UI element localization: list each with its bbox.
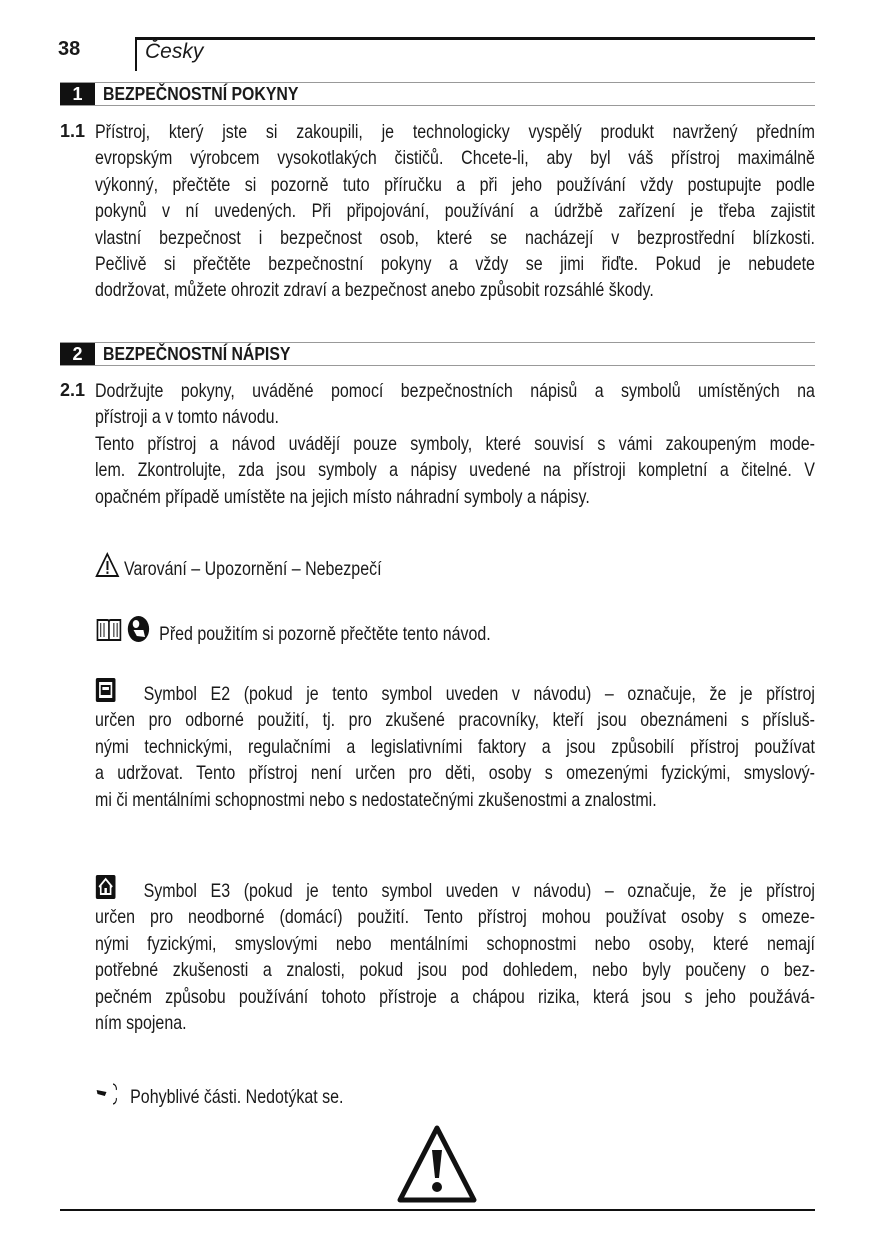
paragraph-number: 2.1 [60, 380, 86, 400]
text-line: Pečlivě si přečtěte bezpečnostní pokyny a vždy se jimi řiďte. Pokud je nebudete [95, 253, 815, 276]
section-heading-1 [60, 82, 815, 106]
section-title: BEZPEČNOSTNÍ NÁPISY [103, 344, 291, 364]
footer-rule [60, 1209, 815, 1211]
text-line: Symbol E3 (pokud je tento symbol uveden v návodu) – označuje, že je přístroj [143, 880, 815, 902]
read-manual-row [95, 615, 815, 647]
text-line: Přístroj, který jste si zakoupili, je technologicky vyspělý produkt navržený předním [95, 121, 815, 143]
text-line: nými technickými, regulačními a legislativními faktory a jsou způsobilí přístroj používat [95, 735, 815, 758]
text-line: nými fyzickými, smyslovými nebo mentálními schopnostmi nebo osoby, které nemají [95, 932, 815, 955]
symbol-e3-paragraph [95, 874, 815, 1036]
header-divider [135, 37, 137, 71]
language-label: Česky [145, 40, 204, 63]
text-line: ním spojena. [95, 1012, 187, 1035]
paragraph-2-1 [95, 378, 815, 510]
text-line: výkonný, přečtěte si pozorně tuto příručku a při jeho používání vždy postupujte podle [95, 173, 815, 196]
text-line: pečném způsobu používání tohoto přístroje a chápou rizika, která jsou s jeho použává- [95, 985, 815, 1008]
warning-triangle-icon [95, 552, 120, 578]
text-line: evropským výrobcem vysokotlakých čističů. Chcete-li, aby byl váš přístroj maximálně [95, 147, 815, 170]
text-line: Symbol E2 (pokud je tento symbol uveden v návodu) – označuje, že je přístroj [143, 683, 815, 705]
section-number: 2 [60, 343, 95, 365]
text-line: pokynů v ní uvedených. Při připojování, používání a údržbě zařízení je třeba zajistit [95, 200, 815, 223]
text-line: vlastní bezpečnost i bezpečnost osob, které se nacházejí v bezprostřední blízkosti. [95, 226, 815, 249]
text-line: potřebné zkušenosti a znalosti, pokud jsou pod dohledem, nebo byly poučeny o bez- [95, 959, 815, 982]
professional-use-e2-icon [95, 677, 116, 703]
moving-parts-icon [95, 1080, 121, 1106]
moving-parts-text: Pohyblivé části. Nedotýkat se. [130, 1086, 344, 1108]
section-number: 1 [60, 83, 95, 105]
domestic-use-e3-icon [95, 874, 116, 900]
large-warning-triangle-icon [396, 1124, 478, 1204]
warning-text: Varování – Upozornění – Nebezpečí [124, 558, 382, 580]
book-icon [95, 617, 123, 643]
warning-symbol-row [95, 552, 815, 582]
text-line: přístroji a v tomto návodu. [95, 406, 279, 429]
section-title: BEZPEČNOSTNÍ POKYNY [103, 84, 299, 104]
header-rule [135, 37, 815, 40]
text-line: určen pro odborné použití, tj. pro zkušené pracovníky, kteří jsou obeznámeni s přísluš- [95, 709, 815, 732]
text-line: opačném případě umístěte na jejich místo náhradní symboly a nápisy. [95, 485, 590, 508]
text-line: mi či mentálními schopnostmi nebo s nedostatečnými zkušenostmi a znalostmi. [95, 788, 657, 811]
page-number: 38 [58, 38, 81, 60]
moving-parts-row [95, 1080, 815, 1110]
paragraph-number: 1.1 [60, 121, 86, 141]
text-line: a udržovat. Tento přístroj není určen pro děti, osoby s omezenými fyzickými, smyslový- [95, 762, 815, 785]
read-instructions-icon [127, 615, 150, 643]
text-line: lem. Zkontrolujte, zda jsou symboly a nápisy uvedené na přístroji kompletní a čitelné. V [95, 459, 815, 482]
text-line: dodržovat, můžete ohrozit zdraví a bezpečnost anebo způsobit rozsáhlé škody. [95, 279, 654, 302]
text-line: Dodržujte pokyny, uváděné pomocí bezpečnostních nápisů a symbolů umístěných na [95, 380, 815, 402]
read-manual-text: Před použitím si pozorně přečtěte tento návod. [159, 623, 491, 645]
section-heading-2 [60, 342, 815, 366]
text-line: určen pro neodborné (domácí) použití. Tento přístroj mohou používat osoby s omeze- [95, 906, 815, 929]
symbol-e2-paragraph [95, 677, 815, 813]
text-line: Tento přístroj a návod uvádějí pouze symboly, které souvisí s vámi zakoupeným mode- [95, 432, 815, 455]
paragraph-1-1 [95, 119, 815, 304]
